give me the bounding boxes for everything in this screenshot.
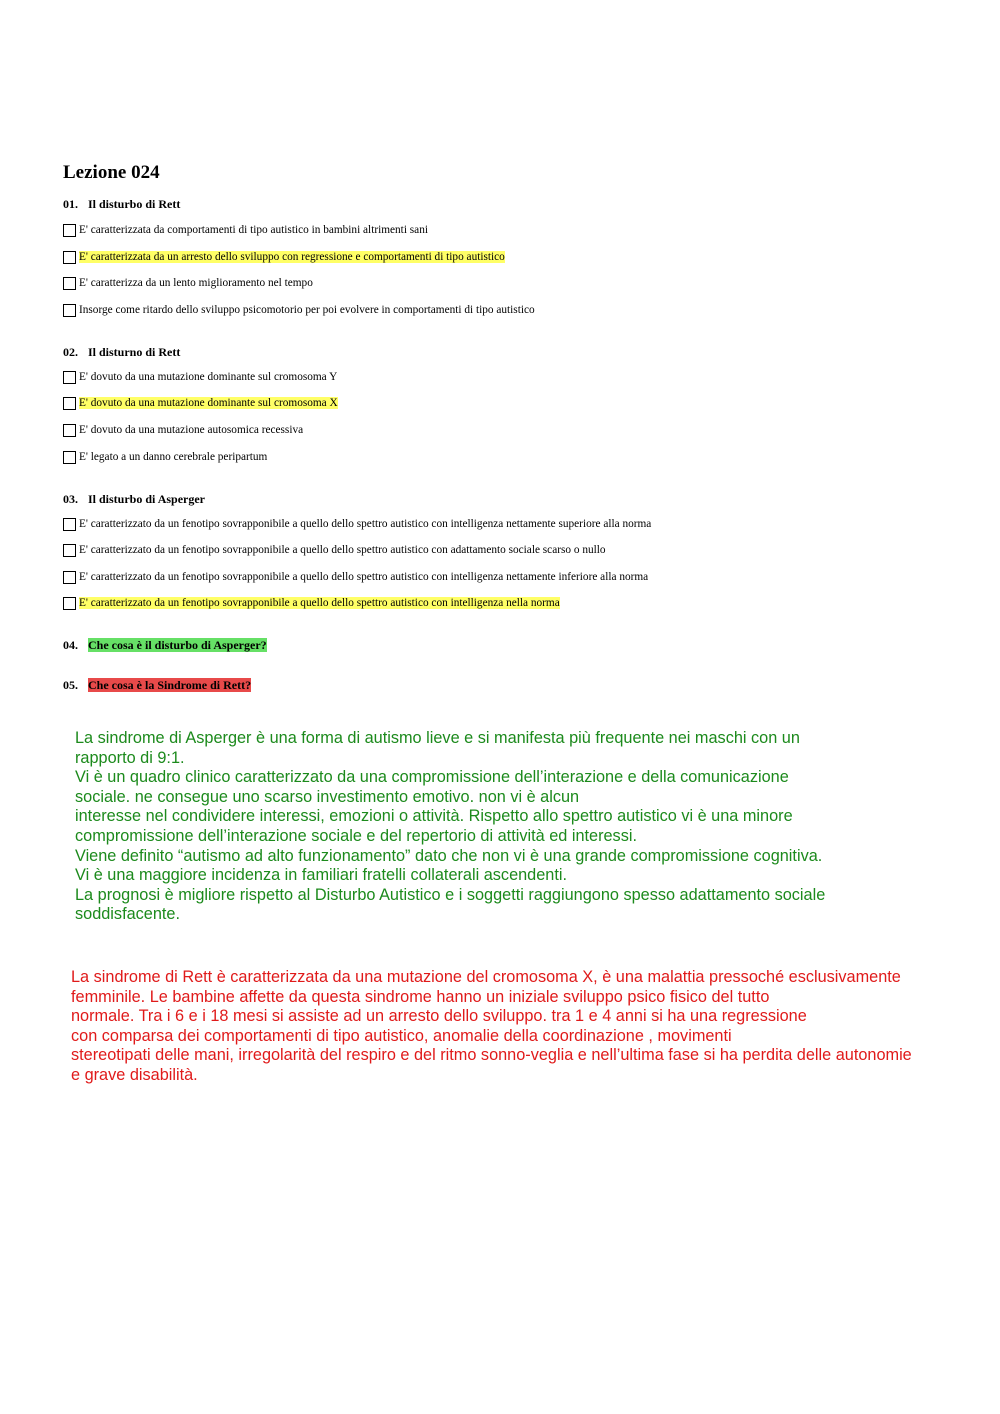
q3-option-4[interactable]	[63, 595, 560, 611]
q1-option-1[interactable]	[63, 222, 428, 238]
q2-option-2[interactable]	[63, 395, 338, 411]
answer-line: femminile. Le bambine affette da questa sindrome hanno un iniziale sviluppo psico fisico del tutto	[71, 987, 770, 1006]
option-text: Insorge come ritardo dello sviluppo psicomotorio per poi evolvere in comportamenti di tipo autistico	[79, 304, 535, 316]
checkbox[interactable]	[63, 544, 76, 557]
question-number: 03.	[63, 492, 78, 506]
answer-line: interesse nel condividere interessi, emozioni o attività. Rispetto allo spettro autistico vi è una minore	[75, 807, 793, 826]
question-text: Il disturbo di Asperger	[88, 492, 206, 506]
question-2-heading	[63, 345, 180, 360]
question-number: 02.	[63, 345, 78, 359]
checkbox[interactable]	[63, 304, 76, 317]
checkbox[interactable]	[63, 224, 76, 237]
answer-line: normale. Tra i 6 e i 18 mesi si assiste ad un arresto dello sviluppo. tra 1 e 4 anni si ha una regressione	[71, 1007, 807, 1026]
question-number: 01.	[63, 197, 78, 211]
q3-option-3[interactable]	[63, 569, 648, 585]
q1-option-2[interactable]	[63, 249, 505, 265]
question-text: Il disturno di Rett	[88, 345, 181, 359]
q3-option-2[interactable]	[63, 542, 606, 558]
question-text-highlighted: Che cosa è la Sindrome di Rett?	[88, 678, 252, 692]
answer-line: La sindrome di Asperger è una forma di autismo lieve e si manifesta più frequente nei maschi con un	[75, 729, 800, 747]
answer-line: La prognosi è migliore rispetto al Disturbo Autistico e i soggetti raggiungono spesso adattamento sociale	[75, 885, 826, 904]
answer-line: stereotipati delle mani, irregolarità del respiro e del ritmo sonno-veglia e nell’ultima fase si ha perdita delle autonomie	[71, 1046, 912, 1065]
question-number: 04.	[63, 638, 78, 652]
checkbox[interactable]	[63, 597, 76, 610]
answer-line: soddisfacente.	[75, 905, 180, 924]
checkbox[interactable]	[63, 371, 76, 384]
rett-answer	[71, 968, 912, 1086]
option-text-highlighted: E' caratterizzata da un arresto dello sviluppo con regressione e comportamenti di tipo autistico	[79, 251, 505, 263]
option-text: E' caratterizzato da un fenotipo sovrapponibile a quello dello spettro autistico con intelligenza nettamente superiore alla norma	[79, 518, 652, 530]
q2-option-3[interactable]	[63, 422, 303, 438]
question-3-heading	[63, 492, 205, 507]
option-text: E' caratterizza da un lento miglioramento nel tempo	[79, 277, 313, 289]
answer-line: e grave disabilità.	[71, 1065, 198, 1084]
answer-line: rapporto di 9:1.	[75, 748, 185, 767]
checkbox[interactable]	[63, 424, 76, 437]
answer-line: compromissione dell’interazione sociale e del repertorio di attività ed interessi.	[75, 826, 637, 845]
answer-line: Vi è una maggiore incidenza in familiari fratelli collaterali ascendenti.	[75, 866, 568, 885]
checkbox[interactable]	[63, 518, 76, 531]
q2-option-1[interactable]	[63, 369, 337, 385]
question-4-heading	[63, 638, 267, 653]
option-text: E' legato a un danno cerebrale peripartum	[79, 451, 268, 463]
q1-option-3[interactable]	[63, 275, 313, 291]
question-number: 05.	[63, 678, 78, 692]
question-5-heading	[63, 678, 251, 693]
option-text: E' caratterizzato da un fenotipo sovrapponibile a quello dello spettro autistico con intelligenza nettamente inferiore alla norma	[79, 571, 649, 583]
checkbox[interactable]	[63, 451, 76, 464]
checkbox[interactable]	[63, 397, 76, 410]
option-text: E' dovuto da una mutazione dominante sul cromosoma Y	[79, 371, 338, 383]
answer-line: sociale. ne consegue uno scarso investimento emotivo. non vi è alcun	[75, 787, 580, 806]
q2-option-4[interactable]	[63, 449, 267, 465]
lesson-title: Lezione 024	[63, 162, 160, 183]
answer-line: Vi è un quadro clinico caratterizzato da una compromissione dell’interazione e della comunicazione	[75, 768, 789, 787]
asperger-answer	[75, 729, 825, 925]
checkbox[interactable]	[63, 571, 76, 584]
option-text-highlighted: E' caratterizzato da un fenotipo sovrapponibile a quello dello spettro autistico con intelligenza nella norma	[79, 597, 560, 609]
answer-line: Viene definito “autismo ad alto funzionamento” dato che non vi è una grande compromissione cognitiva.	[75, 846, 823, 865]
question-text: Il disturbo di Rett	[88, 197, 181, 211]
checkbox[interactable]	[63, 251, 76, 264]
q1-option-4[interactable]	[63, 302, 535, 318]
checkbox[interactable]	[63, 277, 76, 290]
answer-line: con comparsa dei comportamenti di tipo autistico, anomalie della coordinazione , movimenti	[71, 1026, 732, 1045]
option-text: E' caratterizzata da comportamenti di tipo autistico in bambini altrimenti sani	[79, 224, 428, 236]
question-text-highlighted: Che cosa è il disturbo di Asperger?	[88, 638, 267, 652]
option-text: E' caratterizzato da un fenotipo sovrapponibile a quello dello spettro autistico con adattamento sociale scarso o nullo	[79, 544, 606, 556]
q3-option-1[interactable]	[63, 516, 651, 532]
question-1-heading	[63, 197, 180, 212]
option-text-highlighted: E' dovuto da una mutazione dominante sul cromosoma X	[79, 397, 338, 409]
answer-line: La sindrome di Rett è caratterizzata da una mutazione del cromosoma X, è una malattia pressoché esclusivamente	[71, 968, 901, 986]
option-text: E' dovuto da una mutazione autosomica recessiva	[79, 424, 304, 436]
